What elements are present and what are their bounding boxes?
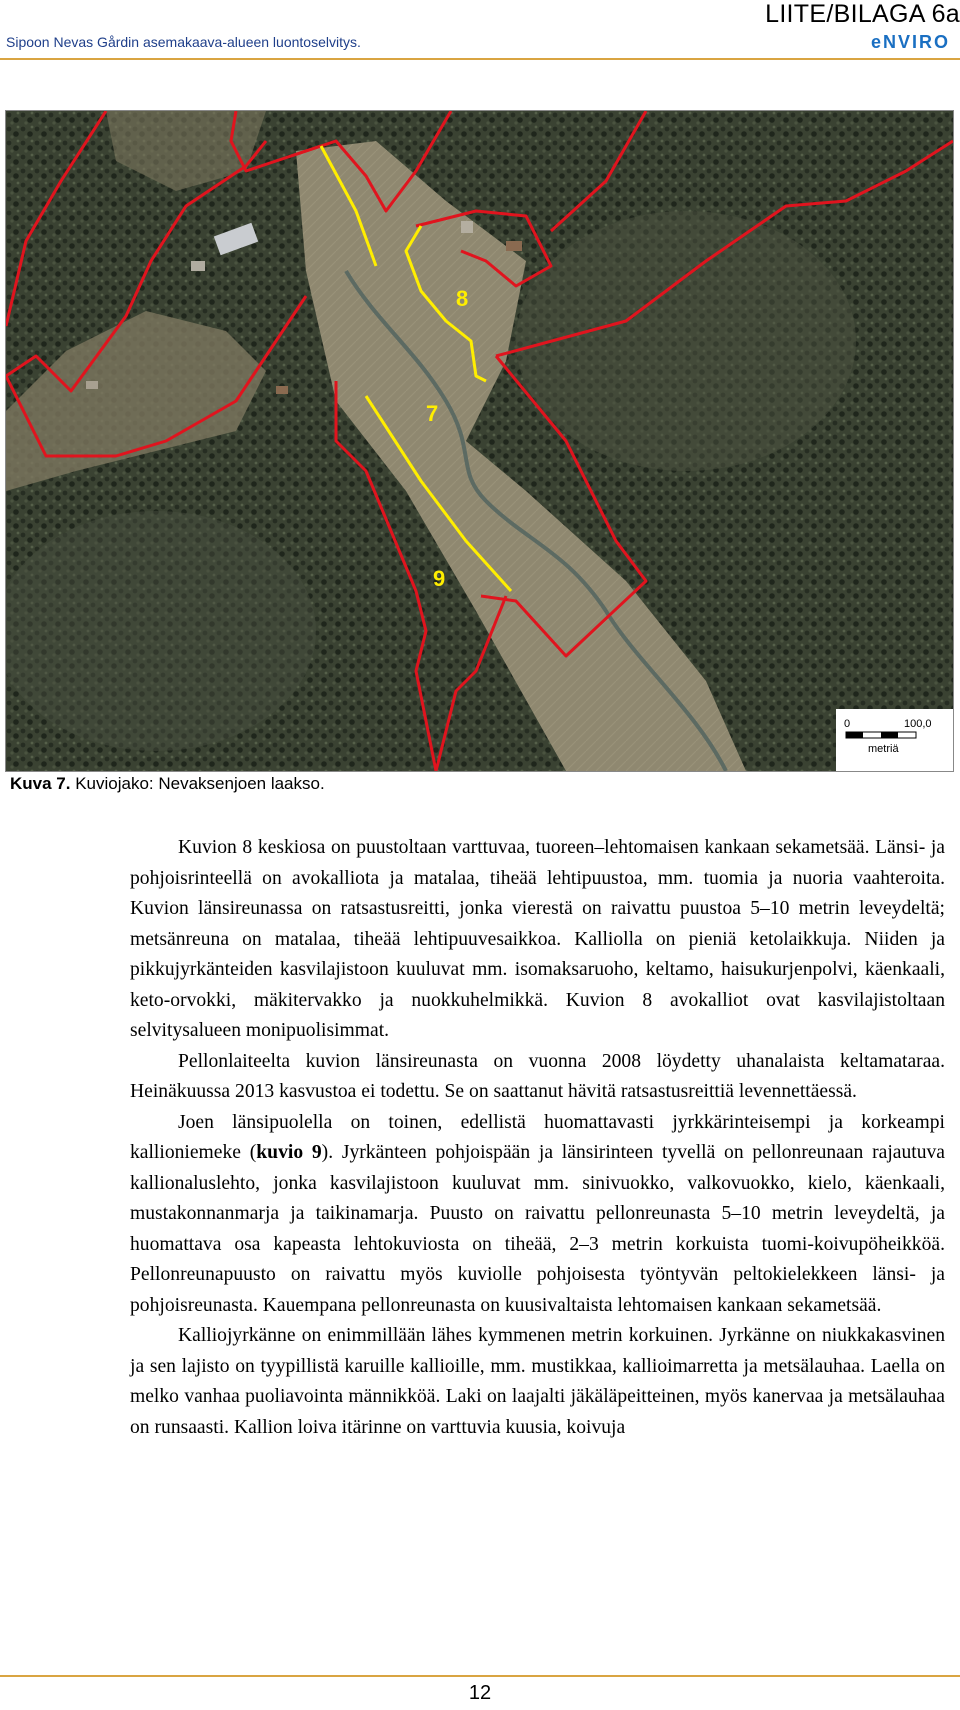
paragraph-text: Joen länsipuolella on toinen, edellistä huomattavasti jyrkkärinteisempi ja korkeampi kallioniemeke ( [130,1111,945,1163]
paragraph [130,1108,945,1322]
scale-bar [836,709,953,771]
scale-unit-label: metriä [868,743,899,755]
scale-start-label: 0 [844,718,851,730]
figure-caption [10,774,325,794]
paragraph: Kalliojyrkänne on enimmillään lähes kymmenen metrin korkuinen. Jyrkänne on niukkakasvinen ja sen lajisto on tyypillistä karuille kallioille, mm. mustikkaa, kallioimarretta ja metsälauhaa. Laella on melko vanhaa puoliavointa männikköä. Laki on laajalti jäkäläpeitteinen, myös kanervaa ja metsälauhaa on runsaasti. Kallion loiva itärinne on varttuvia kuusia, koivuja [130,1325,945,1438]
stand-label-9: 9 [433,566,446,591]
footer-divider [0,1675,960,1677]
stand-label-7: 7 [426,401,439,426]
caption-text: Kuviojako: Nevaksenjoen laakso. [70,774,325,793]
page-number: 12 [468,1682,492,1704]
stand-label-8: 8 [456,286,469,311]
aerial-map-figure [5,110,954,772]
document-title: Sipoon Nevas Gårdin asemakaava-alueen luontoselvitys. [6,34,361,50]
appendix-label: LIITE/BILAGA 6a [765,0,960,28]
scale-end-label: 100,0 [904,718,932,730]
caption-label: Kuva 7. [10,774,71,793]
enviro-logo: eNVIRO [870,32,950,52]
paragraph: Kuvion 8 keskiosa on puustoltaan varttuvaa, tuoreen–lehtomaisen kankaan sekametsää. Länsi- ja pohjoisrinteellä on avokalliota ja matalaa, tiheää lehtipuustoa, mm. tuomia ja nuoria vaahteroita. Kuvion länsireunassa on ratsastusreitti, jonka vierestä on raivattu puustoa 5–10 metrin leveydeltä; metsänreuna on matalaa, tiheää lehtipuuvesaikkoa. Kalliolla on pieniä ketolaikkuja. Niiden ja pikkujyrkänteiden kasvilajistoon kuuluvat mm. isomaksaruoho, keltamo, haisukurjenpolvi, käenkaali, keto-orvokki, mäkitervakko ja nuokkuhelmikkä. Kuvion 8 avokalliot ovat kasvilajistoltaan selvitysalueen monipuolisimmat. [130,837,945,1041]
body-text [130,833,945,1443]
stand-reference-bold: kuvio 9 [256,1142,322,1163]
paragraph: Pellonlaiteelta kuvion länsireunasta on vuonna 2008 löydetty uhanalaista keltamataraa. Heinäkuussa 2013 kasvustoa ei todettu. Se on saattanut hävitä ratsastusreittiä levennettäessä. [130,1050,945,1102]
header-divider [0,58,960,60]
paragraph-text: ). Jyrkänteen pohjoispään ja länsirinteen tyvellä on pellonreunaan rajautuva kallionaluslehto, jonka kasvilajistoon kuuluvat mm. sinivuokko, valkovuokko, kielo, käenkaali, mustakonnanmarja ja taikinamarja. Puusto on raivattu pellonreunasta 5–10 metrin leveydeltä, ja huomattava osa kapeasta lehtokuviosta on tiheää, 2–3 metrin korkuista tuomi-koivupöheikköä. Pellonreunapuusto on raivattu myös kuviolle pohjoisesta työntyvän peltokielekkeen länsi- ja pohjoisreunasta. Kauempana pellonreunasta on kuusivaltaista lehtomaisen kankaan sekametsää. [130,1142,945,1316]
